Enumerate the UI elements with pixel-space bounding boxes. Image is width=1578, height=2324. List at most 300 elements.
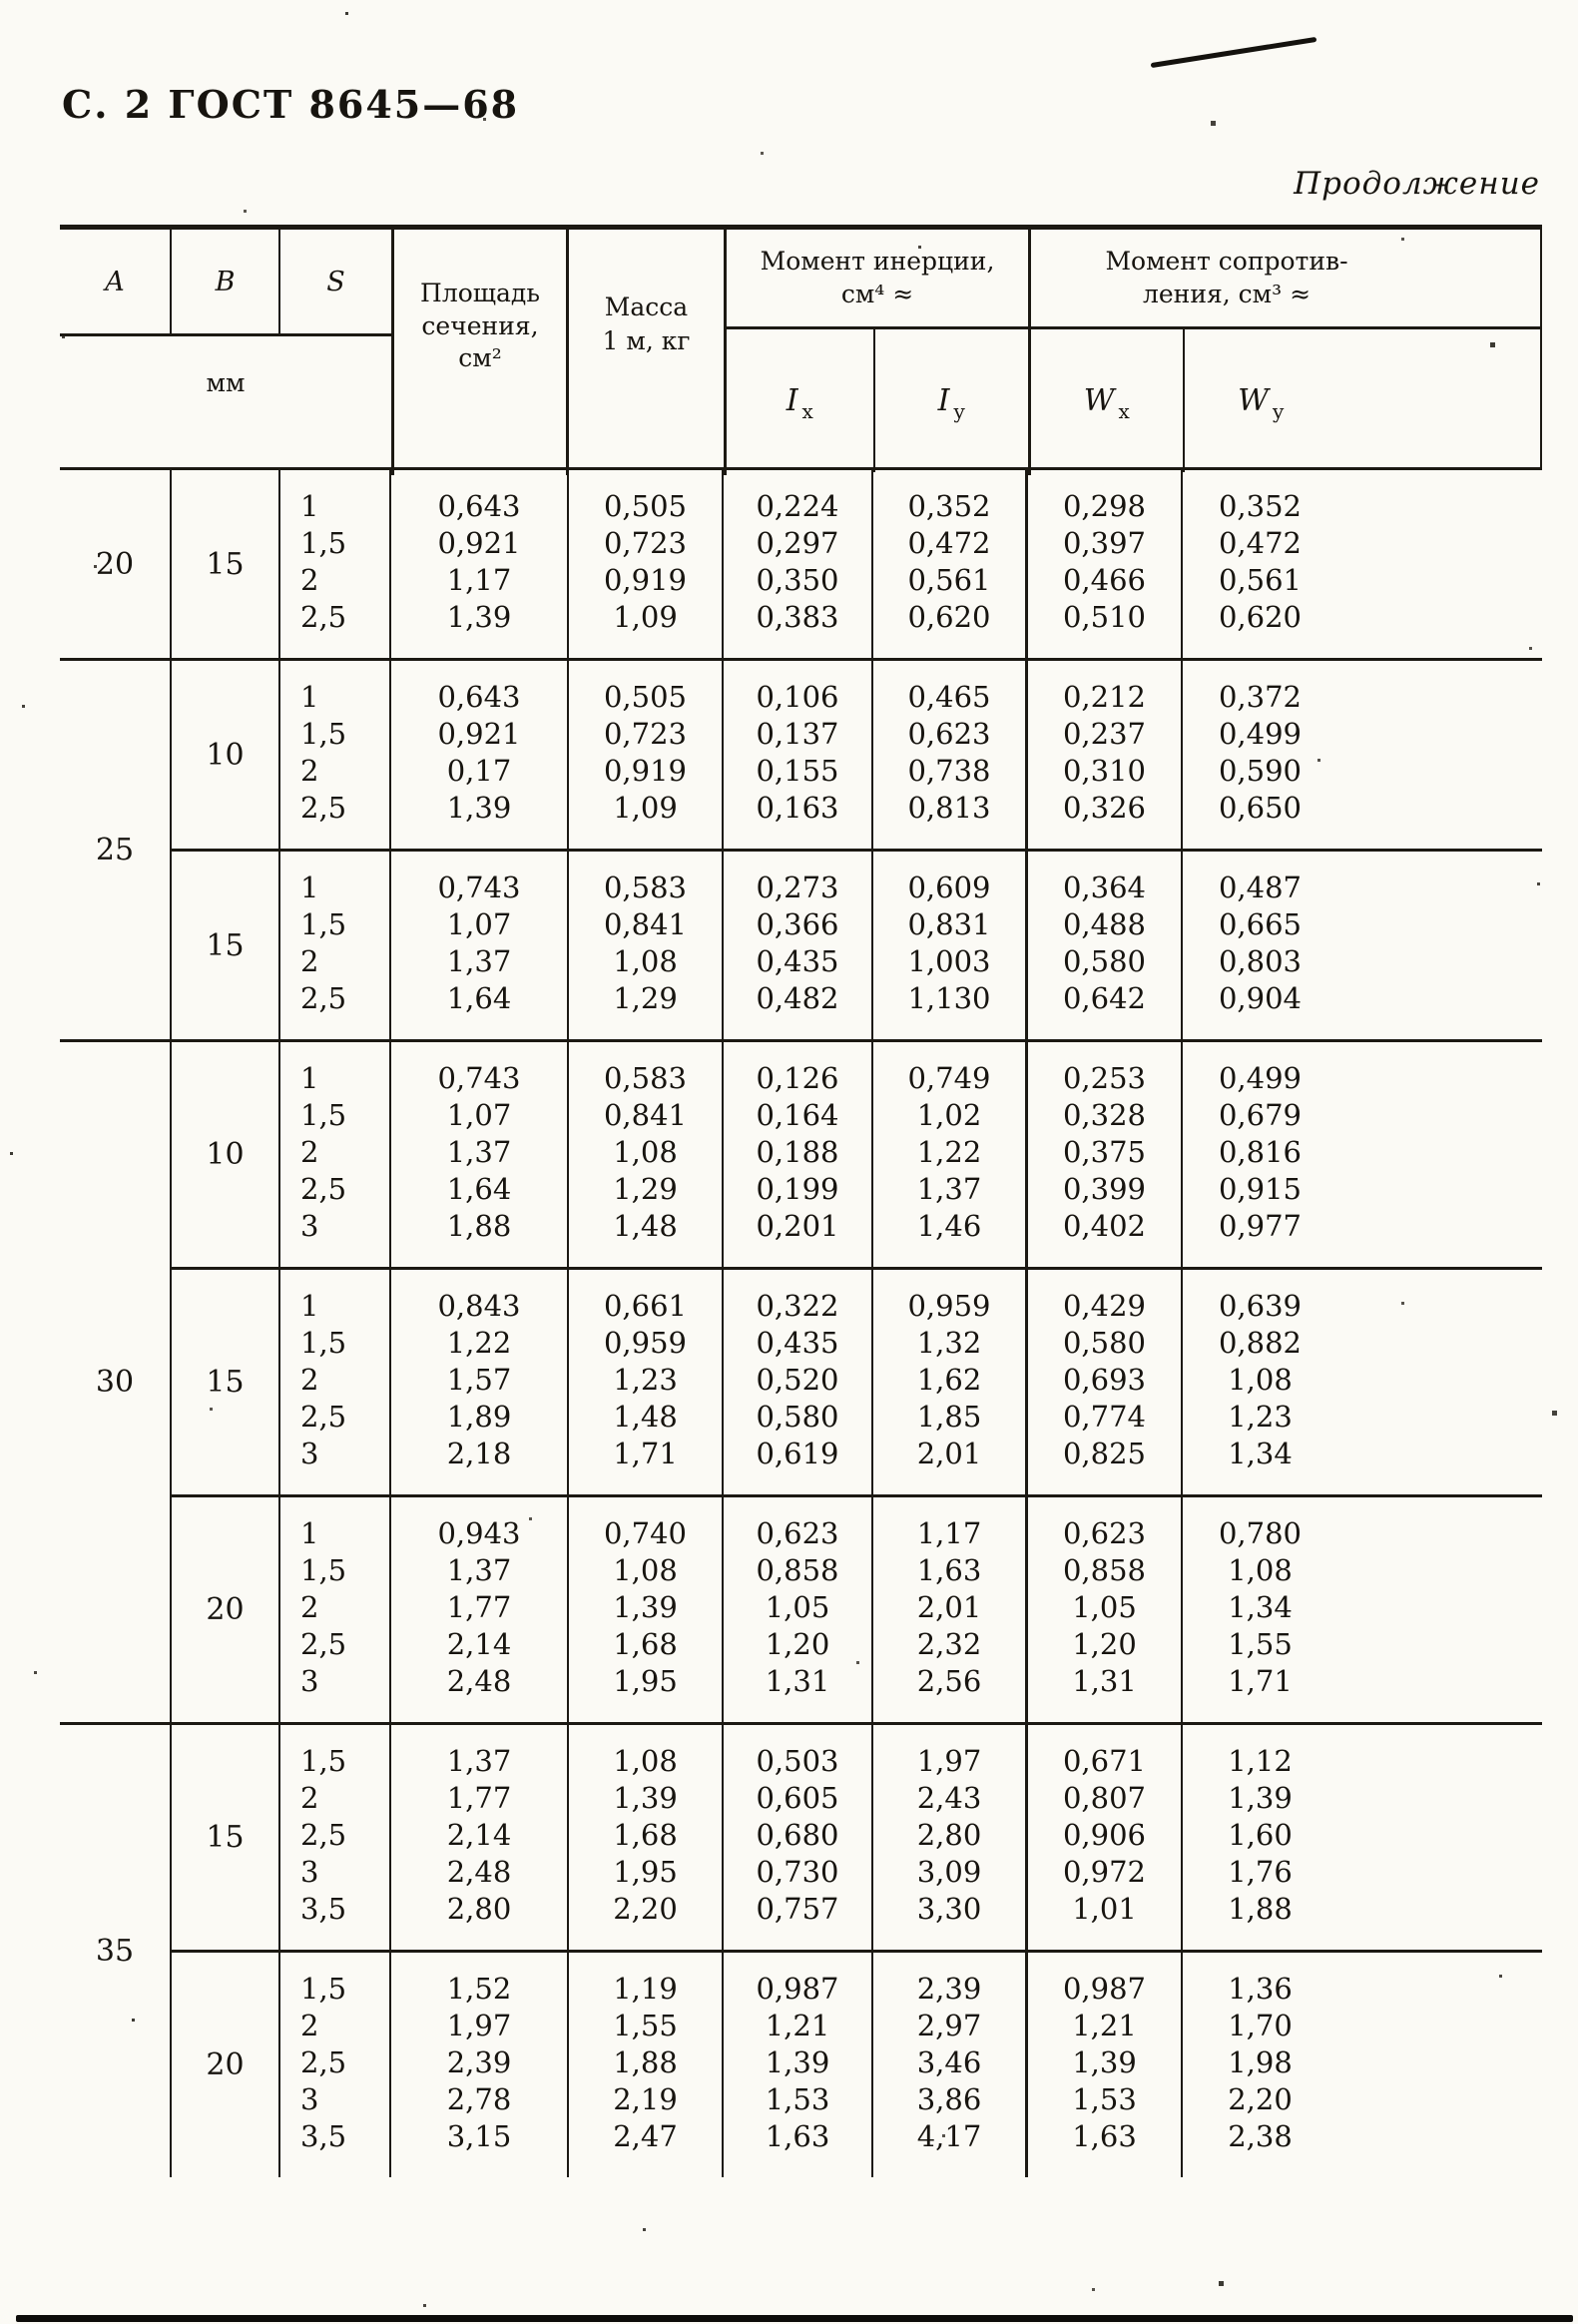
table-cell: 1,09: [613, 791, 678, 825]
column-wx: [1028, 661, 1183, 849]
table-cell: 1,32: [916, 1326, 982, 1360]
column-mass: [569, 1497, 724, 1722]
table-cell: 0,237: [1062, 717, 1147, 751]
table-cell: 1,64: [446, 1172, 512, 1206]
table-cell: 1: [300, 489, 319, 523]
table-cell: 1,37: [916, 1172, 982, 1206]
table-b-group: [172, 1494, 1542, 1722]
scan-bottom-smudge: [16, 2315, 1573, 2322]
b-value: 15: [172, 852, 280, 1039]
column-wy: [1183, 1725, 1540, 1950]
table-cell: 0,665: [1218, 907, 1303, 941]
table-cell: 1,08: [1228, 1553, 1293, 1587]
table-cell: 0,921: [437, 717, 521, 751]
table-cell: 2,39: [446, 2045, 512, 2079]
table-cell: 0,580: [1062, 944, 1147, 978]
column-wy: [1183, 661, 1540, 849]
table-cell: 1,31: [765, 1664, 830, 1698]
table-cell: 3,09: [916, 1855, 982, 1889]
table-cell: 1,63: [1072, 2119, 1137, 2153]
table-cell: 1,39: [1228, 1781, 1293, 1815]
table-cell: 1,37: [446, 944, 512, 978]
table-cell: 2,38: [1228, 2119, 1293, 2153]
area-label-line1: Площадь: [420, 279, 540, 308]
table-cell: 1,29: [613, 981, 678, 1015]
table-cell: 1,63: [765, 2119, 830, 2153]
table-cell: 0,858: [756, 1553, 839, 1587]
column-area: [391, 1042, 569, 1267]
table-cell: 1,07: [446, 907, 512, 941]
table-cell: 2: [300, 754, 319, 788]
table-cell: 1,52: [446, 1972, 512, 2006]
table-cell: 0,620: [907, 600, 991, 634]
table-cell: 0,906: [1062, 1818, 1147, 1852]
table-cell: 0,620: [1218, 600, 1303, 634]
table-cell: 1,64: [446, 981, 512, 1015]
table-cell: 1,5: [300, 526, 347, 560]
scan-noise: [0, 0, 3, 3]
column-mass: [569, 1270, 724, 1494]
column-ix: [724, 1953, 873, 2177]
table-cell: 0,757: [756, 1892, 839, 1926]
table-cell: 1,68: [613, 1818, 678, 1852]
table-cell: 0,310: [1062, 754, 1147, 788]
header-section-inertia: [724, 230, 1028, 475]
column-area: [391, 470, 569, 658]
table-cell: 0,253: [1062, 1061, 1147, 1095]
column-area: [391, 1497, 569, 1722]
table-cell: 0,372: [1218, 680, 1303, 714]
column-ix: [724, 661, 873, 849]
resistance-subcolumns: [1031, 329, 1542, 472]
table-cell: 2,47: [613, 2119, 678, 2153]
column-s: [280, 1953, 391, 2177]
column-area: [391, 1270, 569, 1494]
table-cell: 1,88: [613, 2045, 678, 2079]
table-cell: 0,680: [756, 1818, 839, 1852]
table-cell: 0,590: [1218, 754, 1303, 788]
a-value: 35: [60, 1725, 172, 2177]
table-cell: 0,465: [907, 680, 991, 714]
column-mass: [569, 1042, 724, 1267]
a-value: 25: [60, 661, 172, 1039]
table-a-section: [60, 1039, 1542, 1722]
column-mass: [569, 661, 724, 849]
table-cell: 0,466: [1062, 563, 1147, 597]
table-cell: 0,643: [437, 680, 521, 714]
table-cell: 1,97: [916, 1744, 982, 1778]
table-cell: 1,02: [916, 1098, 982, 1132]
a-value: 30: [60, 1042, 172, 1722]
table-cell: 0,505: [603, 489, 688, 523]
table-cell: 0,919: [603, 754, 688, 788]
column-ix: [724, 1725, 873, 1950]
table-cell: 2,97: [916, 2009, 982, 2042]
table-cell: 0,671: [1062, 1744, 1147, 1778]
column-wx: [1028, 470, 1183, 658]
table-cell: 0,972: [1062, 1855, 1147, 1889]
table-cell: 0,841: [603, 907, 688, 941]
table-cell: 1,23: [613, 1363, 678, 1397]
table-cell: 3: [300, 1855, 319, 1889]
table-cell: 1,60: [1228, 1818, 1293, 1852]
column-s: [280, 1725, 391, 1950]
table-cell: 2,5: [300, 600, 347, 634]
table-cell: 2,5: [300, 1400, 347, 1434]
table-cell: 1,21: [765, 2009, 830, 2042]
col-s-label: S: [326, 266, 345, 297]
column-wx: [1028, 1953, 1183, 2177]
table-cell: 0,841: [603, 1098, 688, 1132]
table-cell: 1,5: [300, 1972, 347, 2006]
table-cell: 0,383: [756, 600, 839, 634]
table-cell: 2: [300, 2009, 319, 2042]
table-b-group: [172, 470, 1542, 658]
table-b-group: [172, 849, 1542, 1039]
table-cell: 1,12: [1228, 1744, 1293, 1778]
col-b-label: B: [215, 266, 236, 297]
table-cell: 1,08: [1228, 1363, 1293, 1397]
table-cell: 2,32: [916, 1627, 982, 1661]
table-cell: 1,39: [1072, 2045, 1137, 2079]
table-cell: 3,46: [916, 2045, 982, 2079]
table-cell: 0,503: [756, 1744, 839, 1778]
table-cell: 1,77: [446, 1590, 512, 1624]
b-value: 10: [172, 661, 280, 849]
table-cell: 1,05: [765, 1590, 830, 1624]
b-groups: [172, 1042, 1542, 1722]
table-cell: 0,740: [603, 1516, 688, 1550]
table-cell: 1,5: [300, 1553, 347, 1587]
table-b-group: [172, 1267, 1542, 1494]
page-title: С. 2 ГОСТ 8645—68: [62, 82, 520, 127]
table-cell: 0,693: [1062, 1363, 1147, 1397]
table-cell: 0,749: [907, 1061, 991, 1095]
header-col-area: [391, 230, 569, 475]
column-wy: [1183, 1953, 1540, 2177]
table-cell: 1,77: [446, 1781, 512, 1815]
column-wy: [1183, 470, 1540, 658]
column-iy: [873, 1042, 1028, 1267]
column-mass: [569, 852, 724, 1039]
table-cell: 0,915: [1218, 1172, 1303, 1206]
column-iy: [873, 1270, 1028, 1494]
table-cell: 1,97: [446, 2009, 512, 2042]
table-cell: 2,14: [446, 1627, 512, 1661]
table-cell: 0,224: [756, 489, 839, 523]
column-ix: [724, 1042, 873, 1267]
table-cell: 1,31: [1072, 1664, 1137, 1698]
table-cell: 3,5: [300, 1892, 347, 1926]
resistance-label-line1: Момент сопротив-: [1105, 247, 1348, 276]
column-iy: [873, 1953, 1028, 2177]
table-cell: 1,17: [916, 1516, 982, 1550]
table-cell: 0,472: [907, 526, 991, 560]
table-cell: 0,505: [603, 680, 688, 714]
column-mass: [569, 470, 724, 658]
table-cell: 3: [300, 1664, 319, 1698]
table-cell: 1,37: [446, 1135, 512, 1169]
table-cell: 0,364: [1062, 871, 1147, 904]
table-cell: 3,5: [300, 2119, 347, 2153]
column-area: [391, 1953, 569, 2177]
table-cell: 0,273: [756, 871, 839, 904]
table-cell: 1,130: [907, 981, 991, 1015]
table-cell: 0,825: [1062, 1437, 1147, 1470]
table-cell: 1,48: [613, 1400, 678, 1434]
table-cell: 0,807: [1062, 1781, 1147, 1815]
table-cell: 2: [300, 563, 319, 597]
table-cell: 0,510: [1062, 600, 1147, 634]
table-cell: 1,17: [446, 563, 512, 597]
table-cell: 0,212: [1062, 680, 1147, 714]
table-cell: 0,328: [1062, 1098, 1147, 1132]
table-cell: 0,919: [603, 563, 688, 597]
column-iy: [873, 852, 1028, 1039]
column-wy: [1183, 1497, 1540, 1722]
table-cell: 0,843: [437, 1289, 521, 1323]
table-cell: 0,482: [756, 981, 839, 1015]
table-cell: 0,199: [756, 1172, 839, 1206]
b-groups: [172, 1725, 1542, 2177]
column-s: [280, 1042, 391, 1267]
table-cell: 1,01: [1072, 1892, 1137, 1926]
table-cell: 2,80: [916, 1818, 982, 1852]
a-value: 20: [60, 470, 172, 658]
table-cell: 2,5: [300, 981, 347, 1015]
inertia-section-label: [727, 230, 1028, 329]
table-cell: 2,48: [446, 1664, 512, 1698]
table-cell: 1,39: [613, 1590, 678, 1624]
table-cell: 2,20: [613, 1892, 678, 1926]
column-s: [280, 1497, 391, 1722]
table-cell: 1,29: [613, 1172, 678, 1206]
table-cell: 0,679: [1218, 1098, 1303, 1132]
table-cell: 0,350: [756, 563, 839, 597]
column-wy: [1183, 1270, 1540, 1494]
table-cell: 0,188: [756, 1135, 839, 1169]
iy-label: I $_y$: [937, 383, 965, 423]
table-cell: 1,22: [446, 1326, 512, 1360]
table-cell: 1,09: [613, 600, 678, 634]
table-cell: 1: [300, 871, 319, 904]
table-cell: 2,14: [446, 1818, 512, 1852]
header-col-s: [280, 230, 391, 333]
table-cell: 1,88: [446, 1209, 512, 1243]
table-cell: 1,85: [916, 1400, 982, 1434]
header-section-resistance: [1028, 230, 1542, 475]
header-col-iy: [875, 329, 1028, 472]
b-value: 15: [172, 470, 280, 658]
column-iy: [873, 1725, 1028, 1950]
table-cell: 2: [300, 1781, 319, 1815]
table-cell: 0,17: [446, 754, 512, 788]
table-cell: 0,488: [1062, 907, 1147, 941]
table-cell: 0,723: [603, 526, 688, 560]
table-cell: 0,137: [756, 717, 839, 751]
table-cell: 2,01: [916, 1590, 982, 1624]
inertia-subcolumns: [727, 329, 1028, 472]
column-wx: [1028, 1725, 1183, 1950]
table-cell: 1: [300, 1289, 319, 1323]
column-s: [280, 1270, 391, 1494]
table-body: [60, 470, 1542, 2177]
table-cell: 1,5: [300, 1098, 347, 1132]
continuation-label: Продолжение: [1294, 166, 1540, 202]
table-cell: 1,36: [1228, 1972, 1293, 2006]
table-cell: 1,20: [765, 1627, 830, 1661]
b-value: 20: [172, 1953, 280, 2177]
table-cell: 0,619: [756, 1437, 839, 1470]
table-cell: 0,583: [603, 1061, 688, 1095]
table-cell: 3: [300, 2082, 319, 2116]
table-cell: 0,399: [1062, 1172, 1147, 1206]
table-cell: 0,623: [756, 1516, 839, 1550]
table-cell: 1,46: [916, 1209, 982, 1243]
table-b-group: [172, 1725, 1542, 1950]
header-col-ix: [727, 329, 875, 472]
b-value: 20: [172, 1497, 280, 1722]
table-cell: 1,39: [446, 791, 512, 825]
inertia-label-line1: Момент инерции,: [760, 247, 995, 276]
column-area: [391, 1725, 569, 1950]
table-cell: 2,78: [446, 2082, 512, 2116]
table-cell: 0,813: [907, 791, 991, 825]
table-cell: 0,520: [756, 1363, 839, 1397]
table-cell: 0,803: [1218, 944, 1303, 978]
table-cell: 0,959: [603, 1326, 688, 1360]
table-cell: 2,5: [300, 1818, 347, 1852]
table-cell: 0,106: [756, 680, 839, 714]
table-cell: 1,23: [1228, 1400, 1293, 1434]
table-cell: 1,68: [613, 1627, 678, 1661]
table-cell: 2: [300, 1363, 319, 1397]
table-b-group: [172, 1042, 1542, 1267]
table-cell: 0,987: [756, 1972, 839, 2006]
area-label-line2: сечения,: [421, 310, 539, 340]
b-value: 15: [172, 1725, 280, 1950]
b-value: 10: [172, 1042, 280, 1267]
header-units-mm: [60, 333, 391, 475]
table-cell: 1,39: [446, 600, 512, 634]
mm-label: мм: [206, 368, 246, 397]
table-cell: 2,19: [613, 2082, 678, 2116]
column-s: [280, 470, 391, 658]
table-cell: 0,366: [756, 907, 839, 941]
column-ix: [724, 852, 873, 1039]
table-cell: 0,397: [1062, 526, 1147, 560]
table-cell: 0,904: [1218, 981, 1303, 1015]
table-cell: 0,561: [907, 563, 991, 597]
table-a-section: [60, 470, 1542, 658]
table-cell: 1,39: [765, 2045, 830, 2079]
table-cell: 2,80: [446, 1892, 512, 1926]
table-cell: 0,499: [1218, 717, 1303, 751]
column-wx: [1028, 1270, 1183, 1494]
table-cell: 1,95: [613, 1855, 678, 1889]
table-cell: 2,18: [446, 1437, 512, 1470]
table-cell: 1,53: [765, 2082, 830, 2116]
table-cell: 0,642: [1062, 981, 1147, 1015]
column-iy: [873, 470, 1028, 658]
table-cell: 0,429: [1062, 1289, 1147, 1323]
table-cell: 0,921: [437, 526, 521, 560]
table-cell: 1,37: [446, 1553, 512, 1587]
table-cell: 0,987: [1062, 1972, 1147, 2006]
table-cell: 1,76: [1228, 1855, 1293, 1889]
table-cell: 1,55: [1228, 1627, 1293, 1661]
column-iy: [873, 1497, 1028, 1722]
table-cell: 1,71: [613, 1437, 678, 1470]
table-cell: 0,297: [756, 526, 839, 560]
table-cell: 0,609: [907, 871, 991, 904]
table-cell: 0,580: [756, 1400, 839, 1434]
table-cell: 1,08: [613, 1744, 678, 1778]
table-cell: 1: [300, 680, 319, 714]
table-cell: 1,88: [1228, 1892, 1293, 1926]
table-cell: 2: [300, 1135, 319, 1169]
table-cell: 0,201: [756, 1209, 839, 1243]
table-cell: 2,5: [300, 1172, 347, 1206]
table-cell: 0,943: [437, 1516, 521, 1550]
table-cell: 2,48: [446, 1855, 512, 1889]
b-groups: [172, 661, 1542, 1039]
table-cell: 0,816: [1218, 1135, 1303, 1169]
table-cell: 0,605: [756, 1781, 839, 1815]
table-cell: 0,661: [603, 1289, 688, 1323]
table-cell: 0,155: [756, 754, 839, 788]
table-cell: 0,375: [1062, 1135, 1147, 1169]
table-cell: 1,48: [613, 1209, 678, 1243]
table-cell: 2,20: [1228, 2082, 1293, 2116]
table-cell: 1,70: [1228, 2009, 1293, 2042]
table-cell: 0,723: [603, 717, 688, 751]
table-cell: 1: [300, 1516, 319, 1550]
table-cell: 0,352: [1218, 489, 1303, 523]
column-ix: [724, 1270, 873, 1494]
table-cell: 0,743: [437, 1061, 521, 1095]
table-cell: 2: [300, 944, 319, 978]
table-cell: 0,882: [1218, 1326, 1303, 1360]
table-cell: 3,30: [916, 1892, 982, 1926]
column-wy: [1183, 1042, 1540, 1267]
table-cell: 2,5: [300, 791, 347, 825]
column-area: [391, 852, 569, 1039]
table-cell: 1,08: [613, 1553, 678, 1587]
header-col-wy: [1185, 329, 1542, 472]
table-cell: 0,639: [1218, 1289, 1303, 1323]
table-cell: 1,19: [613, 1972, 678, 2006]
table-cell: 0,730: [756, 1855, 839, 1889]
table-cell: 0,780: [1218, 1516, 1303, 1550]
table-cell: 2,43: [916, 1781, 982, 1815]
table-cell: 0,164: [756, 1098, 839, 1132]
table-cell: 0,977: [1218, 1209, 1303, 1243]
table-cell: 0,472: [1218, 526, 1303, 560]
scan-stroke-artifact: [1151, 37, 1317, 68]
table-cell: 0,435: [756, 944, 839, 978]
table-cell: 1,95: [613, 1664, 678, 1698]
table-cell: 3: [300, 1209, 319, 1243]
table-cell: 1,21: [1072, 2009, 1137, 2042]
column-ix: [724, 470, 873, 658]
dimensions-table: [60, 225, 1542, 2177]
table-cell: 0,583: [603, 871, 688, 904]
table-cell: 1,37: [446, 1744, 512, 1778]
table-cell: 2: [300, 1590, 319, 1624]
column-wx: [1028, 852, 1183, 1039]
mass-label-line1: Масса: [604, 292, 689, 322]
